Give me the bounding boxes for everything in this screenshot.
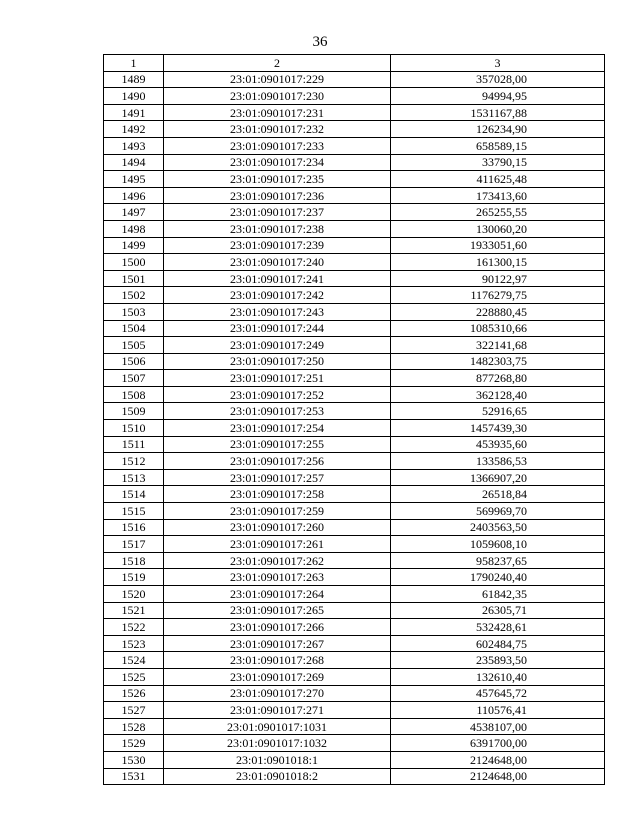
row-number-cell: 1521 bbox=[104, 602, 164, 619]
cadastral-number-cell: 23:01:0901017:257 bbox=[164, 469, 391, 486]
value-cell: 2124648,00 bbox=[391, 768, 605, 785]
row-number-cell: 1496 bbox=[104, 187, 164, 204]
row-number-cell: 1509 bbox=[104, 403, 164, 420]
cadastral-number-cell: 23:01:0901018:1 bbox=[164, 751, 391, 768]
column-header-1: 1 bbox=[104, 55, 164, 72]
value-cell: 110576,41 bbox=[391, 702, 605, 719]
table-row bbox=[104, 668, 605, 685]
table-row bbox=[104, 718, 605, 735]
cadastral-number-cell: 23:01:0901017:254 bbox=[164, 420, 391, 437]
column-header-2: 2 bbox=[164, 55, 391, 72]
cadastral-number-cell: 23:01:0901017:271 bbox=[164, 702, 391, 719]
value-cell: 161300,15 bbox=[391, 254, 605, 271]
value-cell: 90122,97 bbox=[391, 270, 605, 287]
row-number-cell: 1502 bbox=[104, 287, 164, 304]
value-cell: 357028,00 bbox=[391, 71, 605, 88]
cadastral-number-cell: 23:01:0901017:236 bbox=[164, 187, 391, 204]
cadastral-number-cell: 23:01:0901017:234 bbox=[164, 154, 391, 171]
cadastral-number-cell: 23:01:0901017:252 bbox=[164, 386, 391, 403]
row-number-cell: 1513 bbox=[104, 469, 164, 486]
cadastral-table bbox=[103, 54, 605, 785]
column-header-3: 3 bbox=[391, 55, 605, 72]
row-number-cell: 1494 bbox=[104, 154, 164, 171]
table-row bbox=[104, 519, 605, 536]
cadastral-number-cell: 23:01:0901017:270 bbox=[164, 685, 391, 702]
table-row bbox=[104, 685, 605, 702]
cadastral-number-cell: 23:01:0901017:264 bbox=[164, 586, 391, 603]
table-row bbox=[104, 536, 605, 553]
table-body bbox=[104, 71, 605, 785]
row-number-cell: 1506 bbox=[104, 353, 164, 370]
cadastral-number-cell: 23:01:0901017:242 bbox=[164, 287, 391, 304]
cadastral-number-cell: 23:01:0901017:235 bbox=[164, 171, 391, 188]
table-row bbox=[104, 453, 605, 470]
table-row bbox=[104, 420, 605, 437]
cadastral-number-cell: 23:01:0901017:263 bbox=[164, 569, 391, 586]
cadastral-number-cell: 23:01:0901017:253 bbox=[164, 403, 391, 420]
cadastral-number-cell: 23:01:0901017:238 bbox=[164, 220, 391, 237]
value-cell: 532428,61 bbox=[391, 619, 605, 636]
cadastral-number-cell: 23:01:0901017:230 bbox=[164, 88, 391, 105]
value-cell: 453935,60 bbox=[391, 436, 605, 453]
value-cell: 33790,15 bbox=[391, 154, 605, 171]
value-cell: 130060,20 bbox=[391, 220, 605, 237]
table-row bbox=[104, 751, 605, 768]
row-number-cell: 1523 bbox=[104, 635, 164, 652]
value-cell: 52916,65 bbox=[391, 403, 605, 420]
table-row bbox=[104, 287, 605, 304]
table-row bbox=[104, 503, 605, 520]
table-header bbox=[104, 55, 605, 72]
value-cell: 1933051,60 bbox=[391, 237, 605, 254]
row-number-cell: 1528 bbox=[104, 718, 164, 735]
row-number-cell: 1490 bbox=[104, 88, 164, 105]
cadastral-number-cell: 23:01:0901017:256 bbox=[164, 453, 391, 470]
row-number-cell: 1522 bbox=[104, 619, 164, 636]
cadastral-number-cell: 23:01:0901017:240 bbox=[164, 254, 391, 271]
table-row bbox=[104, 104, 605, 121]
value-cell: 6391700,00 bbox=[391, 735, 605, 752]
value-cell: 173413,60 bbox=[391, 187, 605, 204]
value-cell: 1790240,40 bbox=[391, 569, 605, 586]
cadastral-number-cell: 23:01:0901017:259 bbox=[164, 503, 391, 520]
row-number-cell: 1518 bbox=[104, 552, 164, 569]
row-number-cell: 1498 bbox=[104, 220, 164, 237]
table-row bbox=[104, 337, 605, 354]
value-cell: 228880,45 bbox=[391, 303, 605, 320]
row-number-cell: 1503 bbox=[104, 303, 164, 320]
table-row bbox=[104, 652, 605, 669]
table-row bbox=[104, 254, 605, 271]
row-number-cell: 1501 bbox=[104, 270, 164, 287]
row-number-cell: 1508 bbox=[104, 386, 164, 403]
value-cell: 1085310,66 bbox=[391, 320, 605, 337]
table-row bbox=[104, 204, 605, 221]
row-number-cell: 1493 bbox=[104, 137, 164, 154]
table-row bbox=[104, 121, 605, 138]
value-cell: 2403563,50 bbox=[391, 519, 605, 536]
table-row bbox=[104, 569, 605, 586]
table-row bbox=[104, 154, 605, 171]
value-cell: 26518,84 bbox=[391, 486, 605, 503]
table-row bbox=[104, 486, 605, 503]
value-cell: 1176279,75 bbox=[391, 287, 605, 304]
row-number-cell: 1515 bbox=[104, 503, 164, 520]
cadastral-number-cell: 23:01:0901017:268 bbox=[164, 652, 391, 669]
value-cell: 457645,72 bbox=[391, 685, 605, 702]
table-row bbox=[104, 635, 605, 652]
value-cell: 411625,48 bbox=[391, 171, 605, 188]
row-number-cell: 1510 bbox=[104, 420, 164, 437]
value-cell: 94994,95 bbox=[391, 88, 605, 105]
table-row bbox=[104, 370, 605, 387]
row-number-cell: 1514 bbox=[104, 486, 164, 503]
row-number-cell: 1520 bbox=[104, 586, 164, 603]
cadastral-number-cell: 23:01:0901017:231 bbox=[164, 104, 391, 121]
row-number-cell: 1492 bbox=[104, 121, 164, 138]
cadastral-number-cell: 23:01:0901017:262 bbox=[164, 552, 391, 569]
value-cell: 1457439,30 bbox=[391, 420, 605, 437]
cadastral-number-cell: 23:01:0901017:250 bbox=[164, 353, 391, 370]
row-number-cell: 1516 bbox=[104, 519, 164, 536]
cadastral-number-cell: 23:01:0901017:243 bbox=[164, 303, 391, 320]
value-cell: 877268,80 bbox=[391, 370, 605, 387]
table-row bbox=[104, 88, 605, 105]
row-number-cell: 1527 bbox=[104, 702, 164, 719]
value-cell: 1531167,88 bbox=[391, 104, 605, 121]
row-number-cell: 1499 bbox=[104, 237, 164, 254]
cadastral-number-cell: 23:01:0901017:260 bbox=[164, 519, 391, 536]
table-row bbox=[104, 220, 605, 237]
value-cell: 126234,90 bbox=[391, 121, 605, 138]
table-row bbox=[104, 320, 605, 337]
value-cell: 322141,68 bbox=[391, 337, 605, 354]
value-cell: 1366907,20 bbox=[391, 469, 605, 486]
value-cell: 2124648,00 bbox=[391, 751, 605, 768]
row-number-cell: 1507 bbox=[104, 370, 164, 387]
row-number-cell: 1511 bbox=[104, 436, 164, 453]
cadastral-number-cell: 23:01:0901017:267 bbox=[164, 635, 391, 652]
value-cell: 133586,53 bbox=[391, 453, 605, 470]
cadastral-number-cell: 23:01:0901017:244 bbox=[164, 320, 391, 337]
value-cell: 4538107,00 bbox=[391, 718, 605, 735]
cadastral-number-cell: 23:01:0901017:266 bbox=[164, 619, 391, 636]
table-row bbox=[104, 735, 605, 752]
value-cell: 265255,55 bbox=[391, 204, 605, 221]
row-number-cell: 1525 bbox=[104, 668, 164, 685]
table-row bbox=[104, 137, 605, 154]
row-number-cell: 1529 bbox=[104, 735, 164, 752]
value-cell: 132610,40 bbox=[391, 668, 605, 685]
value-cell: 1482303,75 bbox=[391, 353, 605, 370]
row-number-cell: 1505 bbox=[104, 337, 164, 354]
table-row bbox=[104, 171, 605, 188]
row-number-cell: 1519 bbox=[104, 569, 164, 586]
value-cell: 26305,71 bbox=[391, 602, 605, 619]
cadastral-number-cell: 23:01:0901017:249 bbox=[164, 337, 391, 354]
row-number-cell: 1524 bbox=[104, 652, 164, 669]
table-row bbox=[104, 436, 605, 453]
value-cell: 958237,65 bbox=[391, 552, 605, 569]
table-row bbox=[104, 602, 605, 619]
table-row bbox=[104, 586, 605, 603]
page-number: 36 bbox=[312, 34, 328, 50]
table-row bbox=[104, 237, 605, 254]
table-row bbox=[104, 386, 605, 403]
table-row bbox=[104, 403, 605, 420]
table-row bbox=[104, 619, 605, 636]
cadastral-number-cell: 23:01:0901017:232 bbox=[164, 121, 391, 138]
row-number-cell: 1489 bbox=[104, 71, 164, 88]
cadastral-number-cell: 23:01:0901018:2 bbox=[164, 768, 391, 785]
value-cell: 569969,70 bbox=[391, 503, 605, 520]
value-cell: 1059608,10 bbox=[391, 536, 605, 553]
cadastral-number-cell: 23:01:0901017:251 bbox=[164, 370, 391, 387]
cadastral-number-cell: 23:01:0901017:261 bbox=[164, 536, 391, 553]
table-row bbox=[104, 469, 605, 486]
cadastral-number-cell: 23:01:0901017:265 bbox=[164, 602, 391, 619]
row-number-cell: 1531 bbox=[104, 768, 164, 785]
table-row bbox=[104, 71, 605, 88]
table-row bbox=[104, 270, 605, 287]
table-row bbox=[104, 552, 605, 569]
value-cell: 602484,75 bbox=[391, 635, 605, 652]
row-number-cell: 1504 bbox=[104, 320, 164, 337]
cadastral-number-cell: 23:01:0901017:239 bbox=[164, 237, 391, 254]
table-row bbox=[104, 303, 605, 320]
value-cell: 658589,15 bbox=[391, 137, 605, 154]
table-row bbox=[104, 187, 605, 204]
row-number-cell: 1526 bbox=[104, 685, 164, 702]
cadastral-number-cell: 23:01:0901017:269 bbox=[164, 668, 391, 685]
table-header-row bbox=[104, 55, 605, 72]
cadastral-number-cell: 23:01:0901017:241 bbox=[164, 270, 391, 287]
table-row bbox=[104, 768, 605, 785]
row-number-cell: 1530 bbox=[104, 751, 164, 768]
row-number-cell: 1512 bbox=[104, 453, 164, 470]
value-cell: 235893,50 bbox=[391, 652, 605, 669]
row-number-cell: 1491 bbox=[104, 104, 164, 121]
cadastral-number-cell: 23:01:0901017:237 bbox=[164, 204, 391, 221]
row-number-cell: 1495 bbox=[104, 171, 164, 188]
cadastral-number-cell: 23:01:0901017:233 bbox=[164, 137, 391, 154]
row-number-cell: 1497 bbox=[104, 204, 164, 221]
cadastral-number-cell: 23:01:0901017:258 bbox=[164, 486, 391, 503]
row-number-cell: 1517 bbox=[104, 536, 164, 553]
value-cell: 61842,35 bbox=[391, 586, 605, 603]
table-row bbox=[104, 353, 605, 370]
cadastral-number-cell: 23:01:0901017:255 bbox=[164, 436, 391, 453]
cadastral-number-cell: 23:01:0901017:1032 bbox=[164, 735, 391, 752]
row-number-cell: 1500 bbox=[104, 254, 164, 271]
cadastral-number-cell: 23:01:0901017:1031 bbox=[164, 718, 391, 735]
value-cell: 362128,40 bbox=[391, 386, 605, 403]
cadastral-number-cell: 23:01:0901017:229 bbox=[164, 71, 391, 88]
table-row bbox=[104, 702, 605, 719]
